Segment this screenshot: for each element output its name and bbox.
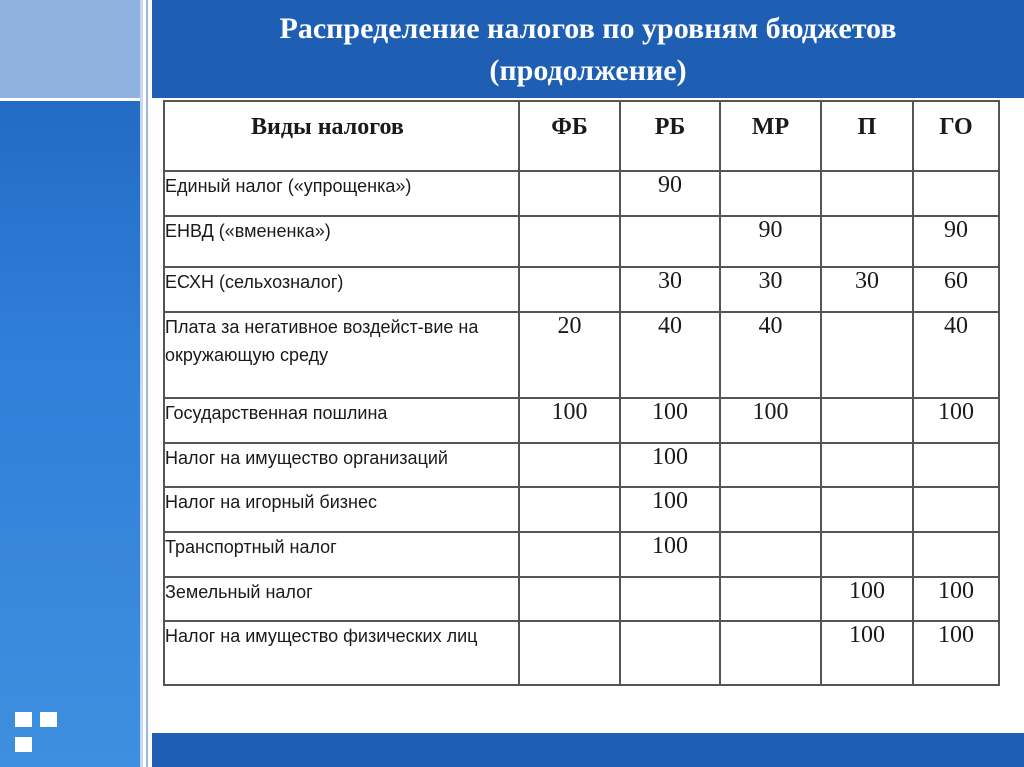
table-row [164, 216, 999, 267]
value-fb [519, 621, 620, 685]
side-line-inner [146, 0, 148, 767]
value-rb [620, 621, 720, 685]
value-fb [519, 171, 620, 216]
value-go: 100 [913, 577, 999, 621]
table-row [164, 621, 999, 685]
table-row [164, 443, 999, 487]
table-row [164, 171, 999, 216]
table-row [164, 398, 999, 443]
value-p [821, 532, 913, 577]
value-go [913, 443, 999, 487]
value-rb [620, 216, 720, 267]
value-go: 40 [913, 312, 999, 398]
value-rb: 100 [620, 443, 720, 487]
value-fb [519, 577, 620, 621]
value-fb: 20 [519, 312, 620, 398]
value-fb [519, 267, 620, 312]
value-p: 100 [821, 621, 913, 685]
header-tax-type: Виды налогов [164, 101, 519, 171]
header-p: П [821, 101, 913, 171]
value-mr [720, 621, 821, 685]
value-fb [519, 487, 620, 532]
value-go: 60 [913, 267, 999, 312]
value-mr: 40 [720, 312, 821, 398]
side-bar [0, 0, 140, 767]
value-fb: 100 [519, 398, 620, 443]
value-mr [720, 532, 821, 577]
value-go: 100 [913, 621, 999, 685]
title-line-2: (продолжение) [489, 54, 687, 87]
header-go: ГО [913, 101, 999, 171]
value-p [821, 171, 913, 216]
value-mr: 90 [720, 216, 821, 267]
table-row [164, 487, 999, 532]
tax-name: Единый налог («упрощенка») [164, 171, 519, 216]
value-rb [620, 577, 720, 621]
value-rb: 40 [620, 312, 720, 398]
value-rb: 100 [620, 398, 720, 443]
value-p [821, 443, 913, 487]
side-top-block [0, 0, 140, 98]
header-mr: МР [720, 101, 821, 171]
table-row [164, 312, 999, 398]
table-row [164, 577, 999, 621]
value-fb [519, 443, 620, 487]
tax-name: Земельный налог [164, 577, 519, 621]
tax-name: Налог на имущество физических лиц [164, 621, 519, 685]
value-mr: 30 [720, 267, 821, 312]
value-rb: 100 [620, 487, 720, 532]
value-go: 100 [913, 398, 999, 443]
value-p: 100 [821, 577, 913, 621]
tax-name: ЕНВД («вмененка») [164, 216, 519, 267]
side-line [140, 0, 143, 767]
header-fb: ФБ [519, 101, 620, 171]
tax-name: ЕСХН (сельхозналог) [164, 267, 519, 312]
tax-name: Транспортный налог [164, 532, 519, 577]
value-mr [720, 577, 821, 621]
value-mr [720, 171, 821, 216]
value-go [913, 532, 999, 577]
value-rb: 30 [620, 267, 720, 312]
table-row [164, 267, 999, 312]
value-fb [519, 216, 620, 267]
value-p [821, 312, 913, 398]
side-divider [0, 98, 140, 101]
tax-name: Государственная пошлина [164, 398, 519, 443]
table-header-row [164, 101, 999, 171]
tax-name: Налог на имущество организаций [164, 443, 519, 487]
title-line-1: Распределение налогов по уровням бюджетов [279, 12, 897, 45]
value-rb: 90 [620, 171, 720, 216]
value-mr: 100 [720, 398, 821, 443]
value-rb: 100 [620, 532, 720, 577]
slide-title [152, 8, 1024, 98]
value-p [821, 216, 913, 267]
value-mr [720, 443, 821, 487]
value-go [913, 487, 999, 532]
tax-distribution-table [163, 100, 1000, 686]
value-mr [720, 487, 821, 532]
bottom-band [152, 733, 1024, 767]
tax-name: Налог на игорный бизнес [164, 487, 519, 532]
value-go [913, 171, 999, 216]
value-p [821, 487, 913, 532]
value-fb [519, 532, 620, 577]
value-p [821, 398, 913, 443]
value-go: 90 [913, 216, 999, 267]
header-rb: РБ [620, 101, 720, 171]
table-row [164, 532, 999, 577]
tax-name: Плата за негативное воздейст-вие на окружающую среду [164, 312, 519, 398]
value-p: 30 [821, 267, 913, 312]
